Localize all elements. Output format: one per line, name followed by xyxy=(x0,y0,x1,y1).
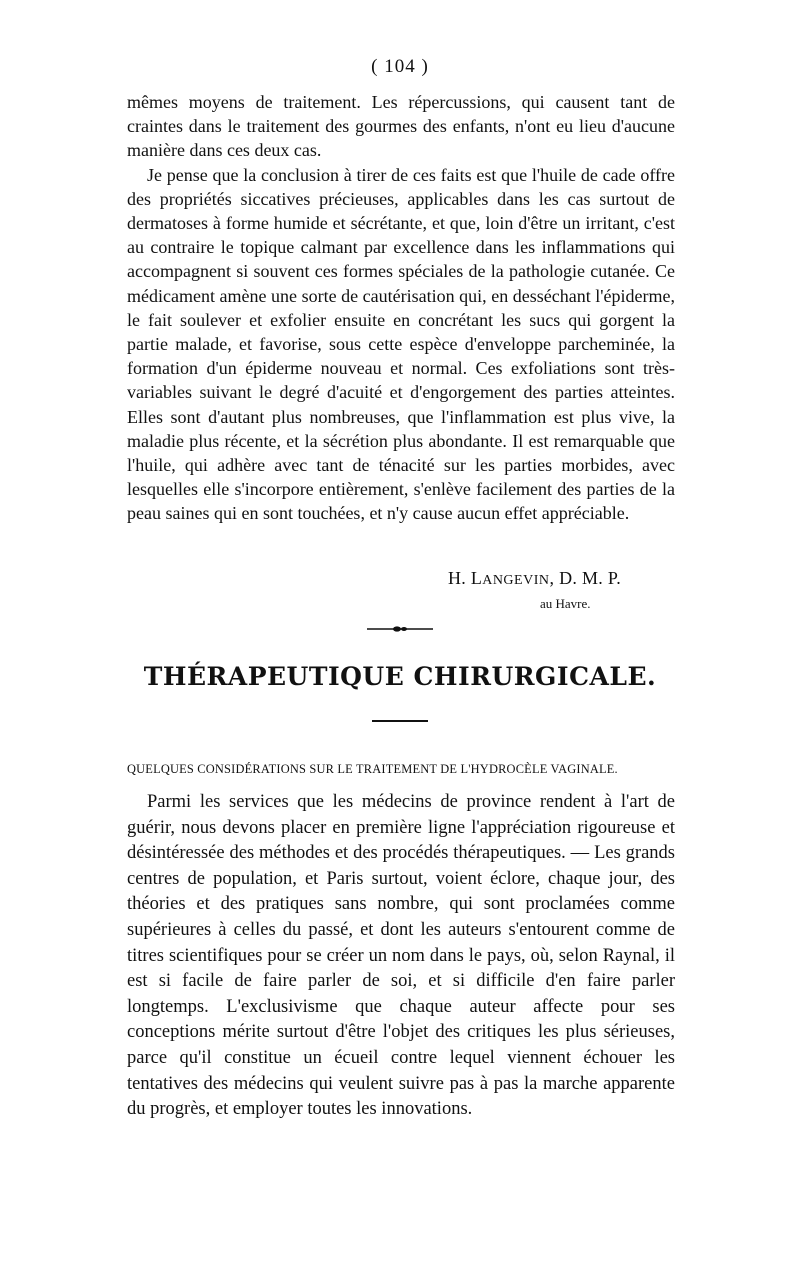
author-signature xyxy=(448,568,621,589)
paragraph: Je pense que la conclusion à tirer de ces faits est que l'huile de cade offre des propriétés siccatives précieuses, applicables dans les cas surtout de dermatoses à forme humide et sécrétante, et que, loin d'être un irritant, c'est au contraire le topique calmant par excellence dans les inflammations qui accompagnent si souvent ces formes spéciales de la pathologie cutanée. Ce médicament amène une sorte de cautérisation qui, en desséchant l'épiderme, le fait soulever et exfolier ensuite en concrétant les sucs qui gorgent la partie malade, et favorise, sous cette espèce d'enveloppe parcheminée, la formation d'un épiderme nouveau et normal. Ces exfoliations sont très-variables suivant le degré d'acuité et d'engorgement des parties atteintes. Elles sont d'autant plus nombreuses, que l'inflammation est plus vive, la maladie plus récente, et la sécrétion plus abondante. Il est remarquable que l'huile, qui adhère avec tant de ténacité sur les parties morbides, avec lesquelles elle s'incorpore entièrement, s'enlève facilement des parties de la peau saines qui en sont touchées, et n'y cause aucun effet appréciable. xyxy=(127,164,675,524)
author-initial: H. L xyxy=(448,568,483,588)
section-title: THÉRAPEUTIQUE CHIRURGICALE. xyxy=(143,662,657,691)
page-number: ( 104 ) xyxy=(371,56,429,77)
author-location: au Havre. xyxy=(540,596,591,611)
paragraph: mêmes moyens de traitement. Les répercussions, qui causent tant de craintes dans le traitement des gourmes des enfants, n'ont eu lieu d'aucune manière dans ces deux cas. xyxy=(127,92,675,161)
divider-ornament xyxy=(367,626,433,632)
article-body xyxy=(127,790,675,1123)
author-credentials: , D. M. P. xyxy=(549,568,621,588)
article-continuation xyxy=(127,90,675,526)
author-name: ANGEVIN xyxy=(482,573,550,588)
title-rule xyxy=(372,720,428,722)
subsection-title: QUELQUES CONSIDÉRATIONS SUR LE TRAITEMENT DE L'HYDROCÈLE VAGINALE. xyxy=(127,762,618,776)
paragraph: Parmi les services que les médecins de province rendent à l'art de guérir, nous devons placer en première ligne l'appréciation rigoureuse et désintéressée des méthodes et des procédés thérapeutiques. — Les grands centres de population, et Paris surtout, voient éclore, chaque jour, des théories et des pratiques sans nombre, qui sont proclamées comme supérieures à celles du passé, et dont les auteurs s'entourent comme de titres scientifiques pour se créer un nom dans le pays, où, selon Raynal, il est si facile de faire parler de soi, et si difficile d'en faire parler longtemps. L'exclusivisme que chaque auteur affecte pour ses conceptions mérite surtout d'être l'objet des critiques les plus sérieuses, parce qu'il constitue un écueil contre lequel viennent échouer les tentatives des médecins qui veulent suivre pas à pas la marche apparente du progrès, et employer toutes les innovations. xyxy=(127,792,675,1120)
